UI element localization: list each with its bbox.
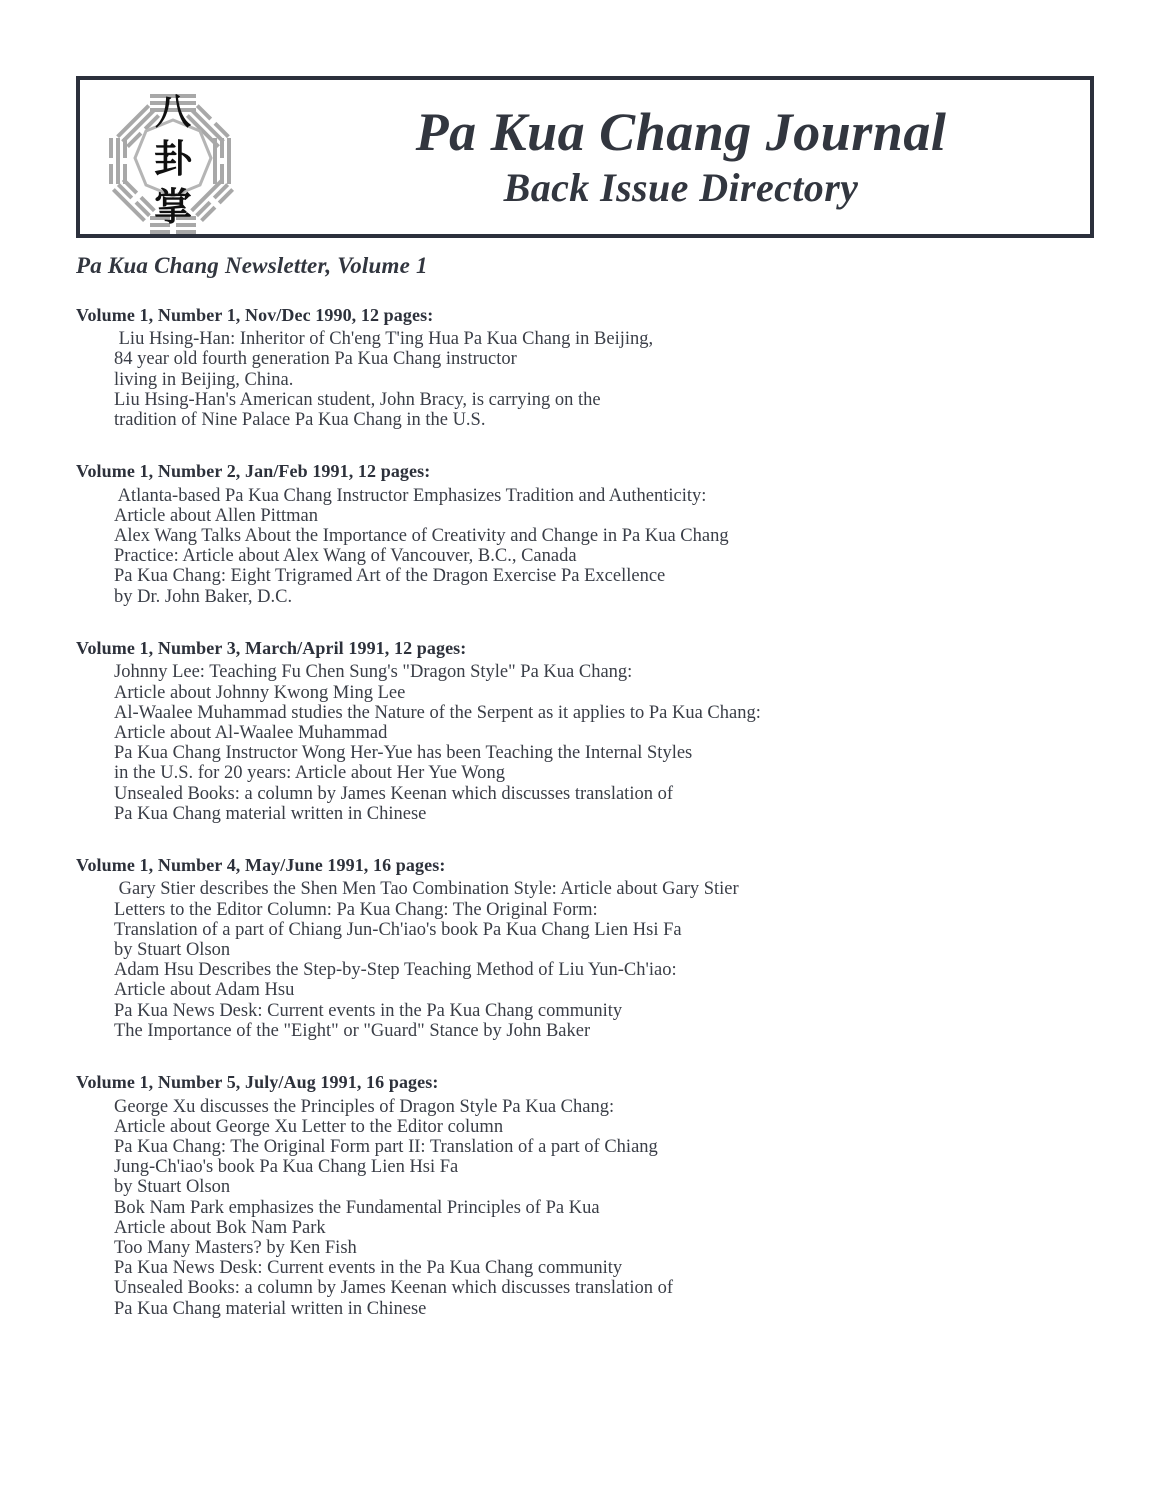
- issue-description-line: Article about Bok Nam Park: [114, 1217, 326, 1238]
- issue-description-line: Unsealed Books: a column by James Keenan which discusses translation of: [114, 1278, 673, 1299]
- issue-description-line: Article about Allen Pittman: [114, 505, 318, 526]
- journal-subtitle: Back Issue Directory: [503, 165, 859, 211]
- issue-heading: Volume 1, Number 4, May/June 1991, 16 pages:: [76, 854, 446, 875]
- issue-description-line: tradition of Nine Palace Pa Kua Chang in the U.S.: [114, 409, 486, 430]
- issue-description-line: Pa Kua Chang: The Original Form part II: Translation of a part of Chiang: [114, 1136, 658, 1157]
- svg-text:卦: 卦: [153, 137, 193, 181]
- issue-description-line: Pa Kua Chang material written in Chinese: [114, 803, 427, 824]
- masthead-box: [76, 76, 1094, 238]
- issue-description-line: Gary Stier describes the Shen Men Tao Combination Style: Article about Gary Stier: [114, 879, 739, 900]
- issue-description-lines: [76, 486, 1106, 607]
- issue-heading: Volume 1, Number 1, Nov/Dec 1990, 12 pages:: [76, 304, 434, 325]
- issue-description-line: in the U.S. for 20 years: Article about Her Yue Wong: [114, 763, 506, 784]
- newsletter-volume-heading: Pa Kua Chang Newsletter, Volume 1: [76, 253, 428, 278]
- issue-description-line: Pa Kua Chang material written in Chinese: [114, 1298, 427, 1319]
- issue-description-line: Article about Al-Waalee Muhammad: [114, 722, 388, 743]
- issue-description-line: Adam Hsu Describes the Step-by-Step Teaching Method of Liu Yun-Ch'iao:: [114, 960, 677, 981]
- issue-description-lines: [76, 1097, 1106, 1319]
- issue-description-line: Pa Kua Chang: Eight Trigramed Art of the Dragon Exercise Pa Excellence: [114, 566, 666, 587]
- issue-description-line: Too Many Masters? by Ken Fish: [114, 1238, 357, 1258]
- issue-entry: [76, 304, 1106, 431]
- issue-description-line: Article about George Xu Letter to the Editor column: [114, 1116, 504, 1137]
- svg-text:掌: 掌: [153, 185, 193, 229]
- issue-description-line: 84 year old fourth generation Pa Kua Chang instructor: [114, 349, 517, 370]
- issue-description-line: Liu Hsing-Han's American student, John Bracy, is carrying on the: [114, 389, 601, 410]
- issue-heading: Volume 1, Number 5, July/Aug 1991, 16 pages:: [76, 1072, 439, 1093]
- issue-description-line: The Importance of the "Eight" or "Guard" Stance by John Baker: [114, 1020, 591, 1041]
- issue-description-line: by Stuart Olson: [114, 940, 231, 961]
- issue-heading: Volume 1, Number 2, Jan/Feb 1991, 12 pages:: [76, 461, 431, 482]
- issue-entry: [76, 854, 1106, 1041]
- issue-description-line: Pa Kua News Desk: Current events in the Pa Kua Chang community: [114, 1258, 623, 1279]
- issue-description-line: Article about Adam Hsu: [114, 980, 295, 1001]
- issue-description-line: Alex Wang Talks About the Importance of Creativity and Change in Pa Kua Chang: [114, 526, 729, 547]
- issue-description-line: Practice: Article about Alex Wang of Vancouver, B.C., Canada: [114, 546, 577, 567]
- issue-entry: [76, 1071, 1106, 1319]
- issue-description-line: Article about Johnny Kwong Ming Lee: [114, 682, 406, 703]
- issue-description-line: Atlanta-based Pa Kua Chang Instructor Emphasizes Tradition and Authenticity:: [114, 485, 707, 506]
- issue-description-line: by Dr. John Baker, D.C.: [114, 586, 293, 607]
- issue-description-lines: [76, 329, 1106, 430]
- issue-description-line: Bok Nam Park emphasizes the Fundamental Principles of Pa Kua: [114, 1197, 600, 1218]
- issue-description-line: by Stuart Olson: [114, 1177, 231, 1198]
- directory-content: [76, 252, 1106, 1319]
- bagua-trigram-logo-icon: [108, 86, 238, 236]
- svg-text:八: 八: [154, 92, 192, 133]
- issue-entry: [76, 637, 1106, 824]
- issue-description-line: Jung-Ch'iao's book Pa Kua Chang Lien Hsi Fa: [114, 1157, 459, 1178]
- issue-heading: Volume 1, Number 3, March/April 1991, 12 pages:: [76, 637, 467, 658]
- issue-list: [76, 304, 1106, 1319]
- issue-description-lines: [76, 879, 1106, 1041]
- issue-description-line: Liu Hsing-Han: Inheritor of Ch'eng T'ing Hua Pa Kua Chang in Beijing,: [114, 329, 654, 350]
- issue-description-line: Johnny Lee: Teaching Fu Chen Sung's "Dragon Style" Pa Kua Chang:: [114, 662, 633, 683]
- masthead-titles: [276, 80, 1086, 234]
- issue-description-lines: [76, 662, 1106, 824]
- issue-description-line: Translation of a part of Chiang Jun-Ch'iao's book Pa Kua Chang Lien Hsi Fa: [114, 919, 682, 940]
- issue-description-line: George Xu discusses the Principles of Dragon Style Pa Kua Chang:: [114, 1096, 615, 1117]
- issue-description-line: Pa Kua Chang Instructor Wong Her-Yue has been Teaching the Internal Styles: [114, 743, 693, 764]
- issue-description-line: living in Beijing, China.: [114, 369, 294, 390]
- issue-entry: [76, 460, 1106, 607]
- issue-description-line: Letters to the Editor Column: Pa Kua Chang: The Original Form:: [114, 899, 598, 920]
- issue-description-line: Pa Kua News Desk: Current events in the Pa Kua Chang community: [114, 1000, 623, 1021]
- issue-description-line: Unsealed Books: a column by James Keenan which discusses translation of: [114, 783, 673, 804]
- issue-description-line: Al-Waalee Muhammad studies the Nature of the Serpent as it applies to Pa Kua Chang:: [114, 702, 761, 723]
- journal-title: Pa Kua Chang Journal: [415, 101, 947, 162]
